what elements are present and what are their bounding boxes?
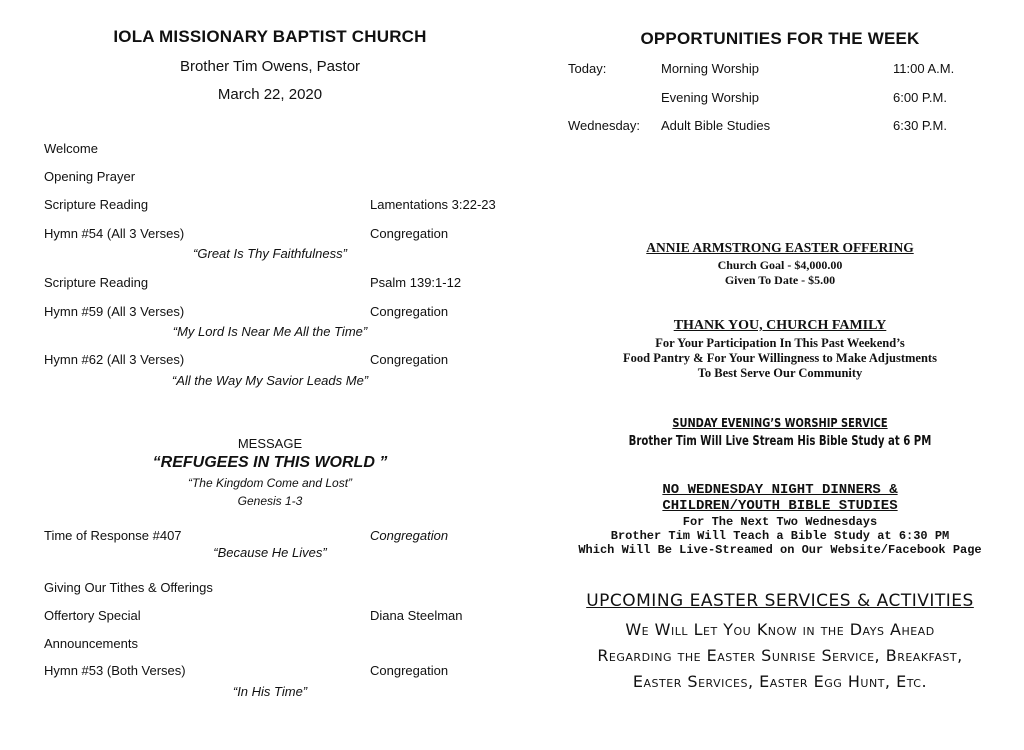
schedule-day-wednesday: Wednesday: [568,118,641,133]
easter-line-2: Regarding the Easter Sunrise Service, Breakfast, [597,646,963,665]
church-name: IOLA MISSIONARY BAPTIST CHURCH [113,27,427,46]
order-detail-hymn-62: Congregation [370,352,449,367]
schedule-time-bible: 6:30 P.M. [893,118,947,133]
order-item-scripture-1: Scripture Reading [44,197,149,212]
hymn-59-title: “My Lord Is Near Me All the Time” [172,324,368,339]
order-detail-scripture-1: Lamentations 3:22-23 [370,197,496,212]
hymn-54-title: “Great Is Thy Faithfulness” [193,246,347,261]
response-hymn-title: “Because He Lives” [213,545,327,560]
annie-goal: Church Goal - $4,000.00 [717,258,843,272]
easter-line-3: Easter Services, Easter Egg Hunt, Etc. [632,672,928,691]
message-reference: Genesis 1-3 [237,494,303,508]
schedule-event-evening: Evening Worship [661,90,760,105]
wednesday-heading-2: CHILDREN/YOUTH BIBLE STUDIES [662,498,898,514]
order-item-offertory: Offertory Special [44,608,141,623]
order-item-hymn-59: Hymn #59 (All 3 Verses) [44,304,185,319]
order-item-announcements: Announcements [44,636,138,651]
annie-heading: ANNIE ARMSTRONG EASTER OFFERING [646,240,914,255]
thanks-line-2: Food Pantry & For Your Willingness to Make Adjustments [623,351,937,365]
order-detail-hymn-54: Congregation [370,226,449,241]
order-detail-offertory: Diana Steelman [370,608,463,623]
schedule-day-today: Today: [568,61,607,76]
schedule-time-morning: 11:00 A.M. [893,61,955,76]
opportunities-heading: OPPORTUNITIES FOR THE WEEK [640,29,920,48]
service-date: March 22, 2020 [217,86,323,103]
easter-line-1: We Will Let You Know in the Days Ahead [625,620,935,639]
schedule-event-bible: Adult Bible Studies [661,118,771,133]
thanks-line-1: For Your Participation In This Past Weekend’s [655,336,905,350]
hymn-62-title: “All the Way My Savior Leads Me” [171,373,369,388]
message-label: MESSAGE [237,436,303,451]
schedule-time-evening: 6:00 P.M. [893,90,947,105]
schedule-event-morning: Morning Worship [661,61,760,76]
wednesday-heading-1: NO WEDNESDAY NIGHT DINNERS & [662,482,898,498]
message-title: “REFUGEES IN THIS WORLD ” [152,454,388,471]
order-item-welcome: Welcome [44,141,98,156]
wednesday-line-1: For The Next Two Wednesdays [682,515,878,529]
sunday-line-1: Brother Tim Will Live Stream His Bible Study at 6 PM [628,434,932,449]
order-item-hymn-53: Hymn #53 (Both Verses) [44,663,186,678]
easter-heading: UPCOMING EASTER SERVICES & ACTIVITIES [586,591,974,611]
order-item-response: Time of Response #407 [44,528,182,543]
message-subtitle: “The Kingdom Come and Lost” [187,476,353,490]
thanks-heading: THANK YOU, CHURCH FAMILY [673,318,887,333]
order-item-opening-prayer: Opening Prayer [44,169,136,184]
hymn-53-title: “In His Time” [232,684,308,699]
order-item-hymn-62: Hymn #62 (All 3 Verses) [44,352,185,367]
order-item-hymn-54: Hymn #54 (All 3 Verses) [44,226,185,241]
thanks-line-3: To Best Serve Our Community [697,366,863,380]
order-detail-hymn-53: Congregation [370,663,449,678]
order-detail-scripture-2: Psalm 139:1-12 [370,275,462,290]
wednesday-line-2: Brother Tim Will Teach a Bible Study at 6:30 PM [610,529,950,543]
annie-given: Given To Date - $5.00 [724,273,836,287]
pastor-name: Brother Tim Owens, Pastor [179,58,361,75]
order-item-tithes: Giving Our Tithes & Offerings [44,580,213,595]
order-detail-response: Congregation [370,528,449,543]
wednesday-line-3: Which Will Be Live-Streamed on Our Website/Facebook Page [578,543,982,557]
sunday-heading: SUNDAY EVENING’S WORSHIP SERVICE [672,416,888,430]
order-item-scripture-2: Scripture Reading [44,275,149,290]
order-detail-hymn-59: Congregation [370,304,449,319]
